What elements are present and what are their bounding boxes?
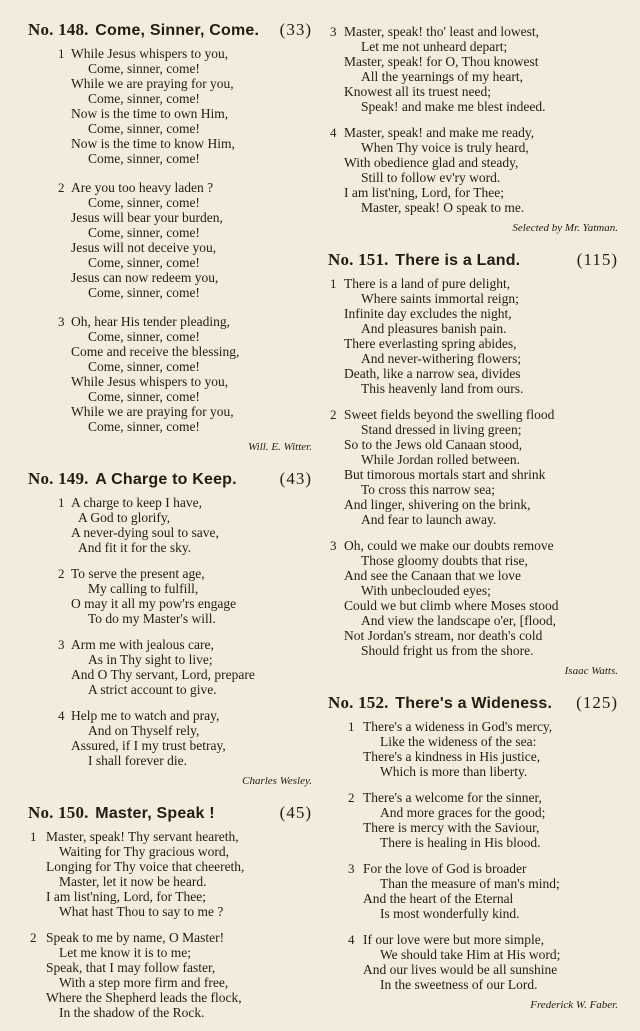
hymn-title: There is a Land.: [395, 252, 521, 269]
verse: [28, 314, 312, 434]
tune-number: (33): [279, 20, 312, 39]
attribution: Frederick W. Faber.: [530, 999, 618, 1011]
verse: [328, 538, 618, 658]
attribution: Selected by Mr. Yatman.: [512, 222, 618, 234]
verse-line: Is most wonderfully kind.: [380, 906, 520, 921]
verse-line: Where the Shepherd leads the flock,: [46, 990, 242, 1005]
verse: [28, 637, 312, 697]
hymn-title: There's a Wideness.: [395, 695, 553, 712]
attribution: Isaac Watts.: [564, 665, 618, 677]
verse-line: Master, speak! for O, Thou knowest: [344, 54, 539, 69]
verse-line: Come, sinner, come!: [88, 389, 200, 404]
verse: [328, 276, 618, 396]
hymn-151: [328, 250, 618, 677]
verse-number: 2: [58, 180, 65, 195]
verse-line: Speak! and make me blest indeed.: [361, 99, 546, 114]
tune-number: (115): [576, 250, 618, 269]
verse-line: My calling to fulfill,: [88, 581, 199, 596]
verse-line: Infinite day excludes the night,: [344, 306, 512, 321]
verse-line: And linger, shivering on the brink,: [344, 497, 531, 512]
verse-number: 4: [330, 125, 337, 140]
verse-line: There's a kindness in His justice,: [363, 749, 541, 764]
verse-line: There is a land of pure delight,: [344, 276, 511, 291]
verse-line: A strict account to give.: [88, 682, 217, 697]
verse-line: If our love were but more simple,: [363, 932, 545, 947]
verse-line: To cross this narrow sea;: [361, 482, 496, 497]
attribution: Charles Wesley.: [242, 775, 312, 787]
right-column: [328, 24, 618, 1027]
verse-line: While Jesus whispers to you,: [71, 374, 229, 389]
verse-line: There's a welcome for the sinner,: [363, 790, 542, 805]
verse-number: 2: [330, 407, 337, 422]
hymn-heading: [28, 469, 312, 489]
verse-line: There's a wideness in God's mercy,: [363, 719, 553, 734]
verse-line: Stand dressed in living green;: [361, 422, 522, 437]
verse-line: And pleasures banish pain.: [361, 321, 507, 336]
verse-number: 4: [348, 932, 355, 947]
verse-number: 3: [330, 24, 337, 39]
verse: [328, 932, 618, 992]
verse-number: 3: [330, 538, 337, 553]
verse-line: In the sweetness of our Lord.: [380, 977, 538, 992]
verse-line: And O Thy servant, Lord, prepare: [71, 667, 255, 682]
verse-line: Master, speak! tho' least and lowest,: [344, 24, 539, 39]
verse-line: Which is more than liberty.: [380, 764, 528, 779]
verse: [28, 930, 312, 1020]
verse-line: Let me know it is to me;: [59, 945, 191, 960]
hymn-number: No. 152.: [328, 693, 389, 712]
verse-line: Master, speak! and make me ready,: [344, 125, 535, 140]
hymn-title: Master, Speak !: [95, 805, 215, 822]
verse-line: Come, sinner, come!: [88, 419, 200, 434]
verse-line: I am list'ning, Lord, for Thee;: [344, 185, 505, 200]
hymn-150: [28, 803, 312, 1020]
verse: [28, 495, 312, 555]
verse-line: Let me not unheard depart;: [361, 39, 508, 54]
verse-line: While we are praying for you,: [71, 404, 234, 419]
verse-line: And our lives would be all sunshine: [363, 962, 558, 977]
verse-line: Come, sinner, come!: [88, 61, 200, 76]
verse-line: Should fright us from the shore.: [361, 643, 534, 658]
verse-line: Like the wideness of the sea:: [380, 734, 537, 749]
verse-line: Not Jordan's stream, nor death's cold: [344, 628, 543, 643]
verse: [28, 708, 312, 768]
verse-line: Sweet fields beyond the swelling flood: [344, 407, 555, 422]
verse-line: While Jesus whispers to you,: [71, 46, 229, 61]
verse-line: As in Thy sight to live;: [88, 652, 213, 667]
verse-line: Jesus will not deceive you,: [71, 240, 217, 255]
verse-line: Come, sinner, come!: [88, 91, 200, 106]
verse-line: Jesus can now redeem you,: [71, 270, 219, 285]
verse-line: And the heart of the Eternal: [363, 891, 514, 906]
verse-line: Come, sinner, come!: [88, 285, 200, 300]
verse-line: A God to glorify,: [78, 510, 171, 525]
verse: [328, 24, 618, 114]
verse-line: And see the Canaan that we love: [344, 568, 521, 583]
verse-line: Come, sinner, come!: [88, 195, 200, 210]
tune-number: (125): [576, 693, 618, 712]
verse-number: 1: [58, 46, 65, 61]
verse-number: 2: [30, 930, 37, 945]
verse-line: Come, sinner, come!: [88, 121, 200, 136]
hymn-title: A Charge to Keep.: [95, 471, 237, 488]
hymn-number: No. 149.: [28, 469, 89, 488]
verse-line: A never-dying soul to save,: [71, 525, 219, 540]
verse-number: 1: [58, 495, 65, 510]
verse-line: There is mercy with the Saviour,: [363, 820, 540, 835]
hymn-150-continued: [328, 24, 618, 234]
verse-line: I am list'ning, Lord, for Thee;: [46, 889, 207, 904]
tune-number: (43): [279, 469, 312, 488]
verse-line: With obedience glad and steady,: [344, 155, 519, 170]
verse-line: But timorous mortals start and shrink: [344, 467, 546, 482]
verse-line: Come, sinner, come!: [88, 329, 200, 344]
verse: [28, 829, 312, 919]
verse-number: 3: [58, 314, 65, 329]
verse-line: Oh, could we make our doubts remove: [344, 538, 554, 553]
verse-line: Arm me with jealous care,: [71, 637, 214, 652]
verse-line: With a step more firm and free,: [59, 975, 229, 990]
verse-line: Oh, hear His tender pleading,: [71, 314, 230, 329]
verse-line: Come and receive the blessing,: [71, 344, 240, 359]
hymn-number: No. 150.: [28, 803, 89, 822]
verse-line: Jesus will bear your burden,: [71, 210, 223, 225]
verse-line: All the yearnings of my heart,: [361, 69, 523, 84]
hymn-148: [28, 20, 312, 453]
verse-line: Now is the time to own Him,: [71, 106, 229, 121]
verse-line: Those gloomy doubts that rise,: [361, 553, 528, 568]
verse-line: I shall forever die.: [88, 753, 187, 768]
verse-line: Could we but climb where Moses stood: [344, 598, 559, 613]
verse-line: Than the measure of man's mind;: [380, 876, 560, 891]
verse-line: Come, sinner, come!: [88, 225, 200, 240]
verse-line: Waiting for Thy gracious word,: [59, 844, 230, 859]
verse-line: Help me to watch and pray,: [71, 708, 220, 723]
verse: [328, 407, 618, 527]
verse-line: Master, speak! Thy servant heareth,: [46, 829, 239, 844]
verse-number: 1: [330, 276, 337, 291]
verse: [28, 180, 312, 300]
tune-number: (45): [279, 803, 312, 822]
left-column: [28, 20, 312, 1031]
verse-line: What hast Thou to say to me ?: [59, 904, 224, 919]
verse-number: 1: [30, 829, 37, 844]
verse-line: Speak, that I may follow faster,: [46, 960, 216, 975]
attribution: Will. E. Witter.: [248, 441, 312, 453]
verse-line: Knowest all its truest need;: [344, 84, 491, 99]
hymn-heading: [328, 250, 618, 270]
verse-line: And fear to launch away.: [361, 512, 497, 527]
verse-line: And view the landscape o'er, [flood,: [361, 613, 556, 628]
verse: [328, 861, 618, 921]
hymn-title: Come, Sinner, Come.: [95, 22, 260, 39]
verse: [28, 566, 312, 626]
verse-line: Come, sinner, come!: [88, 359, 200, 374]
verse-number: 4: [58, 708, 65, 723]
verse-line: Still to follow ev'ry word.: [361, 170, 501, 185]
verse-line: In the shadow of the Rock.: [59, 1005, 205, 1020]
verse-line: There is healing in His blood.: [380, 835, 541, 850]
verse: [328, 790, 618, 850]
verse-line: A charge to keep I have,: [71, 495, 202, 510]
verse-line: To do my Master's will.: [88, 611, 216, 626]
verse-line: Where saints immortal reign;: [361, 291, 519, 306]
verse-line: For the love of God is broader: [363, 861, 527, 876]
verse-number: 1: [348, 719, 355, 734]
verse-line: When Thy voice is truly heard,: [361, 140, 529, 155]
verse-line: To serve the present age,: [71, 566, 205, 581]
verse-line: There everlasting spring abides,: [344, 336, 517, 351]
hymn-152: [328, 693, 618, 1011]
verse-line: Come, sinner, come!: [88, 255, 200, 270]
verse-line: Come, sinner, come!: [88, 151, 200, 166]
verse-line: So to the Jews old Canaan stood,: [344, 437, 523, 452]
hymn-number: No. 148.: [28, 20, 89, 39]
verse-number: 2: [348, 790, 355, 805]
verse-line: Longing for Thy voice that cheereth,: [46, 859, 245, 874]
verse: [328, 719, 618, 779]
verse-line: Assured, if I my trust betray,: [71, 738, 226, 753]
hymn-149: [28, 469, 312, 787]
verse-line: And more graces for the good;: [380, 805, 546, 820]
hymn-heading: [28, 20, 312, 40]
verse-line: Are you too heavy laden ?: [71, 180, 214, 195]
verse-line: We should take Him at His word;: [380, 947, 561, 962]
hymn-heading: [328, 693, 618, 713]
verse-line: Master, let it now be heard.: [59, 874, 207, 889]
verse-line: Now is the time to know Him,: [71, 136, 235, 151]
verse-line: While we are praying for you,: [71, 76, 234, 91]
hymn-number: No. 151.: [328, 250, 389, 269]
verse-number: 3: [58, 637, 65, 652]
verse-number: 2: [58, 566, 65, 581]
verse-line: Master, speak! O speak to me.: [361, 200, 525, 215]
verse-line: Speak to me by name, O Master!: [46, 930, 225, 945]
verse-line: While Jordan rolled between.: [361, 452, 520, 467]
verse-line: With unbeclouded eyes;: [361, 583, 491, 598]
verse-line: Death, like a narrow sea, divides: [344, 366, 521, 381]
hymn-heading: [28, 803, 312, 823]
verse-line: And fit it for the sky.: [78, 540, 192, 555]
verse-line: O may it all my pow'rs engage: [71, 596, 237, 611]
verse-number: 3: [348, 861, 355, 876]
verse: [28, 46, 312, 166]
verse-line: This heavenly land from ours.: [361, 381, 524, 396]
verse-line: And on Thyself rely,: [88, 723, 200, 738]
verse: [328, 125, 618, 215]
verse-line: And never-withering flowers;: [361, 351, 522, 366]
